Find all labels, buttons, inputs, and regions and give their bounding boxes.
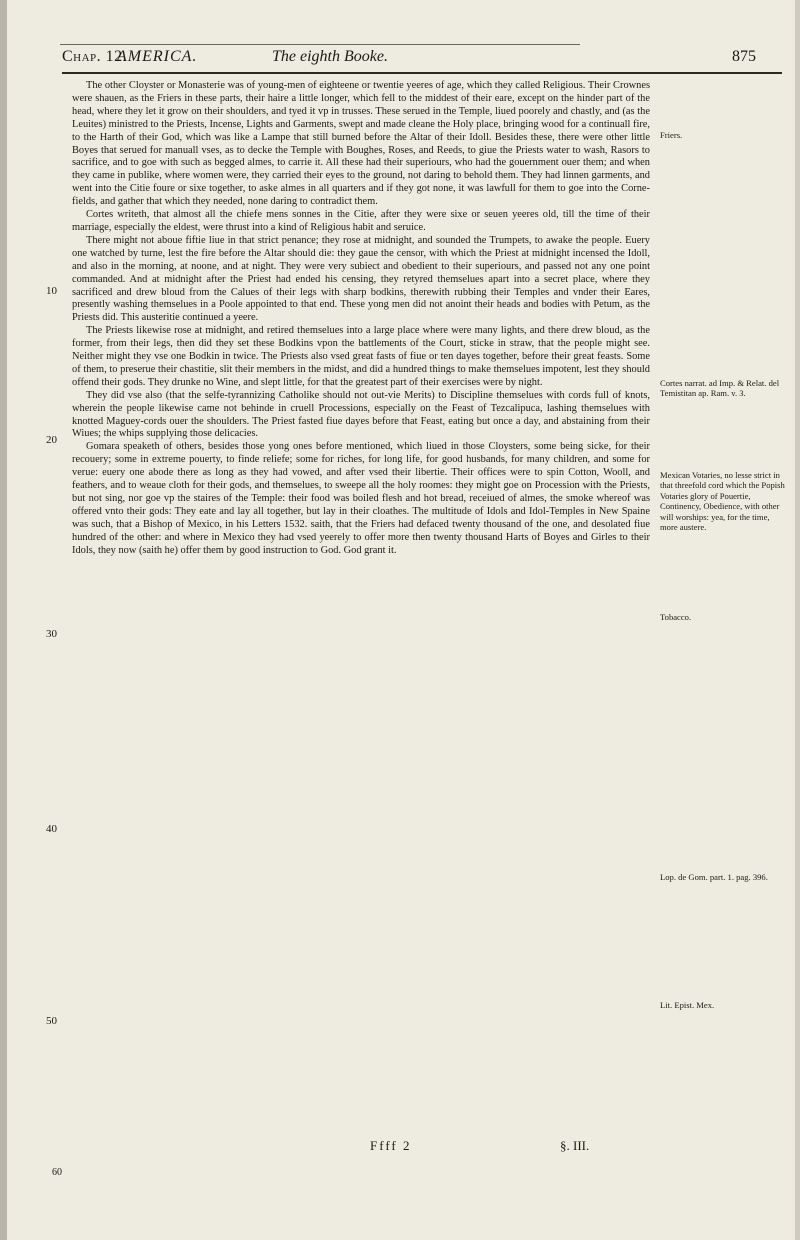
paragraph: The Priests likewise rose at midnight, and retired themselues into a large place where were many lights, and there drew bloud, as the former, from their legs, then did they set these Bodkins vpon the battlements of the Court, sticke in straw, that the people might see. Neither might they vse one Bodkin in twice. The Priests also vsed great fasts of fiue or ten dayes together, before their great feasts. Some of them, to preserue their chastitie, slit their members in the midst, and did a hundred things to make themselues impotent, lest they should offend their gods. They drunke no Wine, and slept little, for that the greatest part of their exercises were by night. bbox=[72, 325, 650, 388]
page-edge bbox=[795, 0, 800, 1240]
margin-note: Cortes narrat. ad Imp. & Relat. del Temistitan ap. Ram. v. 3. bbox=[660, 378, 780, 399]
line-number: 50 bbox=[46, 1015, 57, 1027]
line-number: 30 bbox=[46, 628, 57, 640]
leaf-number: 60 bbox=[52, 1167, 62, 1178]
header-rule bbox=[62, 72, 782, 74]
margin-note: Lop. de Gom. part. 1. pag. 396. bbox=[660, 872, 768, 882]
line-number: 20 bbox=[46, 434, 57, 446]
work-title: AMERICA. bbox=[117, 48, 198, 65]
margin-note: Tobacco. bbox=[660, 612, 692, 622]
chapter-label: Chap. 12. bbox=[62, 48, 128, 65]
signature-mark: Ffff 2 bbox=[370, 1138, 412, 1153]
paragraph: Cortes writeth, that almost all the chiefe mens sonnes in the Citie, after they were sixe or seuen yeeres old, till the time of their marriage, especially the eldest, were thrust into a kind of Religious habit and seruice. bbox=[72, 209, 650, 233]
paragraph: There might not aboue fiftie liue in that strict penance; they rose at midnight, and sounded the Trumpets, to awake the people. Euery one watched by turne, lest the fire before the Altar should die: they gaue the censor, with which the Priest at midnight incensed the Idoll, and also in the morning, at noone, and at night. They were very subiect and obedient to their superiours, and passed not any one point commanded. And at midnight after the Priest had ended his censing, they retyred themselues apart into a secret place, where they sacrificed and drew bloud from the Calues of their legs with sharp bodkins, therewith rubbing their Temples and vnder their Eares, presently washing themselues in a Poole appointed to that end. These yong men did not anoint their heads and bodies with Petum, as the Priests did. This austeritie continued a yeere. bbox=[72, 234, 650, 324]
line-number: 10 bbox=[46, 285, 57, 297]
binding-shadow bbox=[0, 0, 7, 1240]
margin-note: Mexican Votaries, no lesse strict in that threefold cord which the Popish Votaries glory of Pouertie, Continency, Obedience, with other will worships: yea, for the time, more austere. bbox=[660, 470, 785, 533]
top-rule bbox=[60, 44, 580, 45]
main-text bbox=[72, 80, 650, 1100]
catchword: §. III. bbox=[560, 1138, 590, 1153]
margin-note: Lit. Epist. Mex. bbox=[660, 1000, 715, 1010]
page-number: 875 bbox=[732, 48, 756, 65]
running-head bbox=[62, 48, 782, 70]
paragraph: The other Cloyster or Monasterie was of young-men of eighteene or twentie yeeres of age, which they called Religious. Their Crownes were shauen, as the Friers in these parts, their haire a little longer, which fell to the middest of their eare, except on the hinder part of the head, where they let it grow on their shoulders, and tyed it vp in trusses. These serued in the Temple, liued poorely and chastly, and (as the Leuites) ministred to the Priests, Incense, Lights and Garments, swept and made cleane the Holy place, bringing wood for a continuall fire, to the Harth of their God, which was like a Lampe that still burned before the Altar of their Idoll. Besides these, there were other little Boyes that serued for manuall vses, as to decke the Temple with Boughes, Roses, and Reeds, to giue the Priests water to wash, Rasors to sacrifice, and to goe with such as begged almes, to carrie it. All these had their superiours, who had the gouernment ouer them; and when they came in publike, where women were, they carried their eyes to the ground, not daring to behold them. They had linnen garments, and went into the Citie foure or sixe together, to aske almes in all quarters and if they got none, it was lawfull for them to goe into the Corne-fields, and gather that which they needed, none daring to contradict them. bbox=[72, 80, 650, 208]
line-number: 40 bbox=[46, 823, 57, 835]
book-label: The eighth Booke. bbox=[272, 48, 388, 65]
paragraph: They did vse also (that the selfe-tyrannizing Catholike should not out-vie Merits) to Discipline themselues with cords full of knots, wherein the people likewise came not behinde in cruell Processions, especially on the Feast of Tezcalipuca, lashing themselues with knotted Maguey-cords ouer the shoulders. The Priest fasted fiue dayes before that Feast, eating but once a day, and abstaining from their Wiues; the whips supplying those delicacies. bbox=[72, 389, 650, 440]
paragraph: Gomara speaketh of others, besides those yong ones before mentioned, which liued in those Cloysters, some being sicke, for their recouery; some in extreme pouerty, to finde reliefe; some for riches, for long life, for good husbands, for many children, and some for verue: euery one abode there as long as they had vowed, and after vsed their libertie. Their offices were to spin Cotton, Wooll, and feathers, and to weaue cloth for their gods, and themselues, to sweepe all the holy roomes: they might goe on Procession with the Priests, but not sing, nor goe vp the staires of the Temple: their food was boiled flesh and hot bread, receiued of almes, the smoke whereof was offered vnto their gods: They eate and lay all together, but lay in their cloathes. The multitude of Idols and Idol-Temples in New Spaine was such, that a Bishop of Mexico, in his Letters 1532. saith, that the Friers had defaced twenty thousand of the one, and desolated fiue hundred of the other: and where in Mexico they had vsed yeerely to offer more then twenty thousand Harts of Boyes and Girles to their Idols, they now (saith he) offer them by good instruction to God. God grant it. bbox=[72, 441, 650, 556]
margin-note: Friers. bbox=[660, 130, 683, 140]
